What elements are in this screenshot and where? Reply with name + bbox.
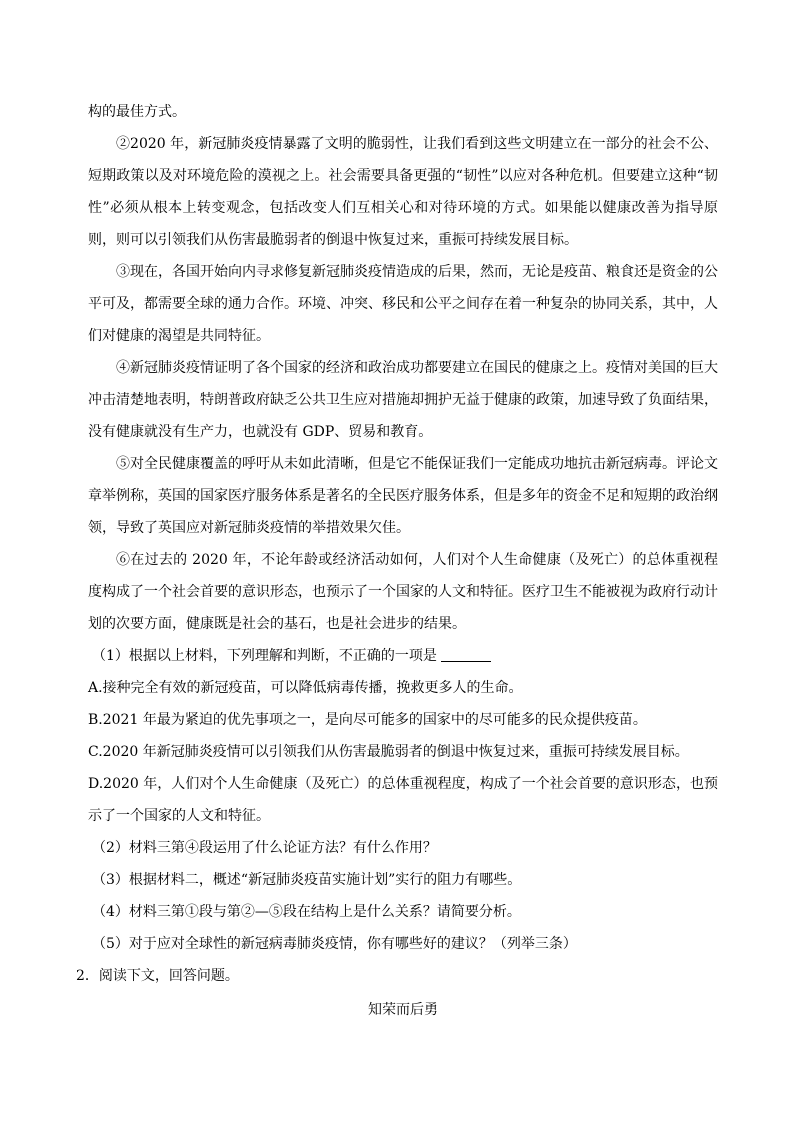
answer-blank[interactable]	[441, 647, 491, 662]
paragraph-6: ⑥在过去的 2020 年，不论年龄或经济活动如何，人们对个人生命健康（及死亡）的总体重视程度构成了一个社会首要的意识形态，也预示了一个国家的人文和特征。医疗卫生不能被视为政府行动计划的次要方面，健康既是社会的基石，也是社会进步的结果。	[88, 552, 718, 632]
paragraph-4: ④新冠肺炎疫情证明了各个国家的经济和政治成功都要建立在国民的健康之上。疫情对美国的巨大冲击清楚地表明，特朗普政府缺乏公共卫生应对措施却拥护无益于健康的政策，加速导致了负面结果，没有健康就没有生产力，也就没有 GDP、贸易和教育。	[88, 360, 718, 440]
paragraph-2: ②2020 年，新冠肺炎疫情暴露了文明的脆弱性，让我们看到这些文明建立在一部分的社会不公、短期政策以及对环境危险的漠视之上。社会需要具备更强的“韧性”以应对各种危机。但要建立这种“韧性”必须从根本上转变观念，包括改变人们互相关心和对待环境的方式。如果能以健康改善为指导原则，则可以引领我们从伤害最脆弱者的倒退中恢复过来，重振可持续发展目标。	[88, 136, 718, 248]
option-a: A.接种完全有效的新冠疫苗，可以降低病毒传播，挽救更多人的生命。	[88, 680, 523, 696]
question-3: （3）根据材料二，概述“新冠肺炎疫苗实施计划”实行的阻力有哪些。	[92, 872, 522, 888]
option-b: B.2021 年最为紧迫的优先事项之一，是向尽可能多的国家中的尽可能多的民众提供疫苗。	[88, 712, 647, 728]
option-d: D.2020 年，人们对个人生命健康（及死亡）的总体重视程度，构成了一个社会首要的意识形态，也预示了一个国家的人文和特征。	[88, 776, 718, 824]
option-c: C.2020 年新冠肺炎疫情可以引领我们从伤害最脆弱者的倒退中恢复过来，重振可持续发展目标。	[88, 744, 689, 760]
paragraph-5: ⑤对全民健康覆盖的呼吁从未如此清晰，但是它不能保证我们一定能成功地抗击新冠病毒。评论文章举例称，英国的国家医疗服务体系是著名的全民医疗服务体系，但是多年的资金不足和短期的政治纲领，导致了英国应对新冠肺炎疫情的举措效果欠佳。	[88, 456, 718, 536]
question-5: （5）对于应对全球性的新冠病毒肺炎疫情，你有哪些好的建议？（列举三条）	[92, 936, 577, 952]
paragraph-continuation: 构的最佳方式。	[88, 104, 186, 120]
question-1-text: （1）根据以上材料，下列理解和判断，不正确的一项是	[92, 648, 437, 664]
section-2-heading: 2．阅读下文，回答问题。	[76, 968, 239, 984]
question-2: （2）材料三第④段运用了什么论证方法？有什么作用？	[92, 840, 437, 856]
article-title: 知荣而后勇	[368, 1002, 438, 1018]
document-body	[76, 96, 718, 1026]
question-4: （4）材料三第①段与第②—⑤段在结构上是什么关系？请简要分析。	[92, 904, 521, 920]
paragraph-3: ③现在，各国开始向内寻求修复新冠肺炎疫情造成的后果，然而，无论是疫苗、粮食还是资金的公平可及，都需要全球的通力合作。环境、冲突、移民和公平之间存在着一种复杂的协同关系，其中，人们对健康的渴望是共同特征。	[88, 264, 718, 344]
question-1	[88, 640, 718, 672]
